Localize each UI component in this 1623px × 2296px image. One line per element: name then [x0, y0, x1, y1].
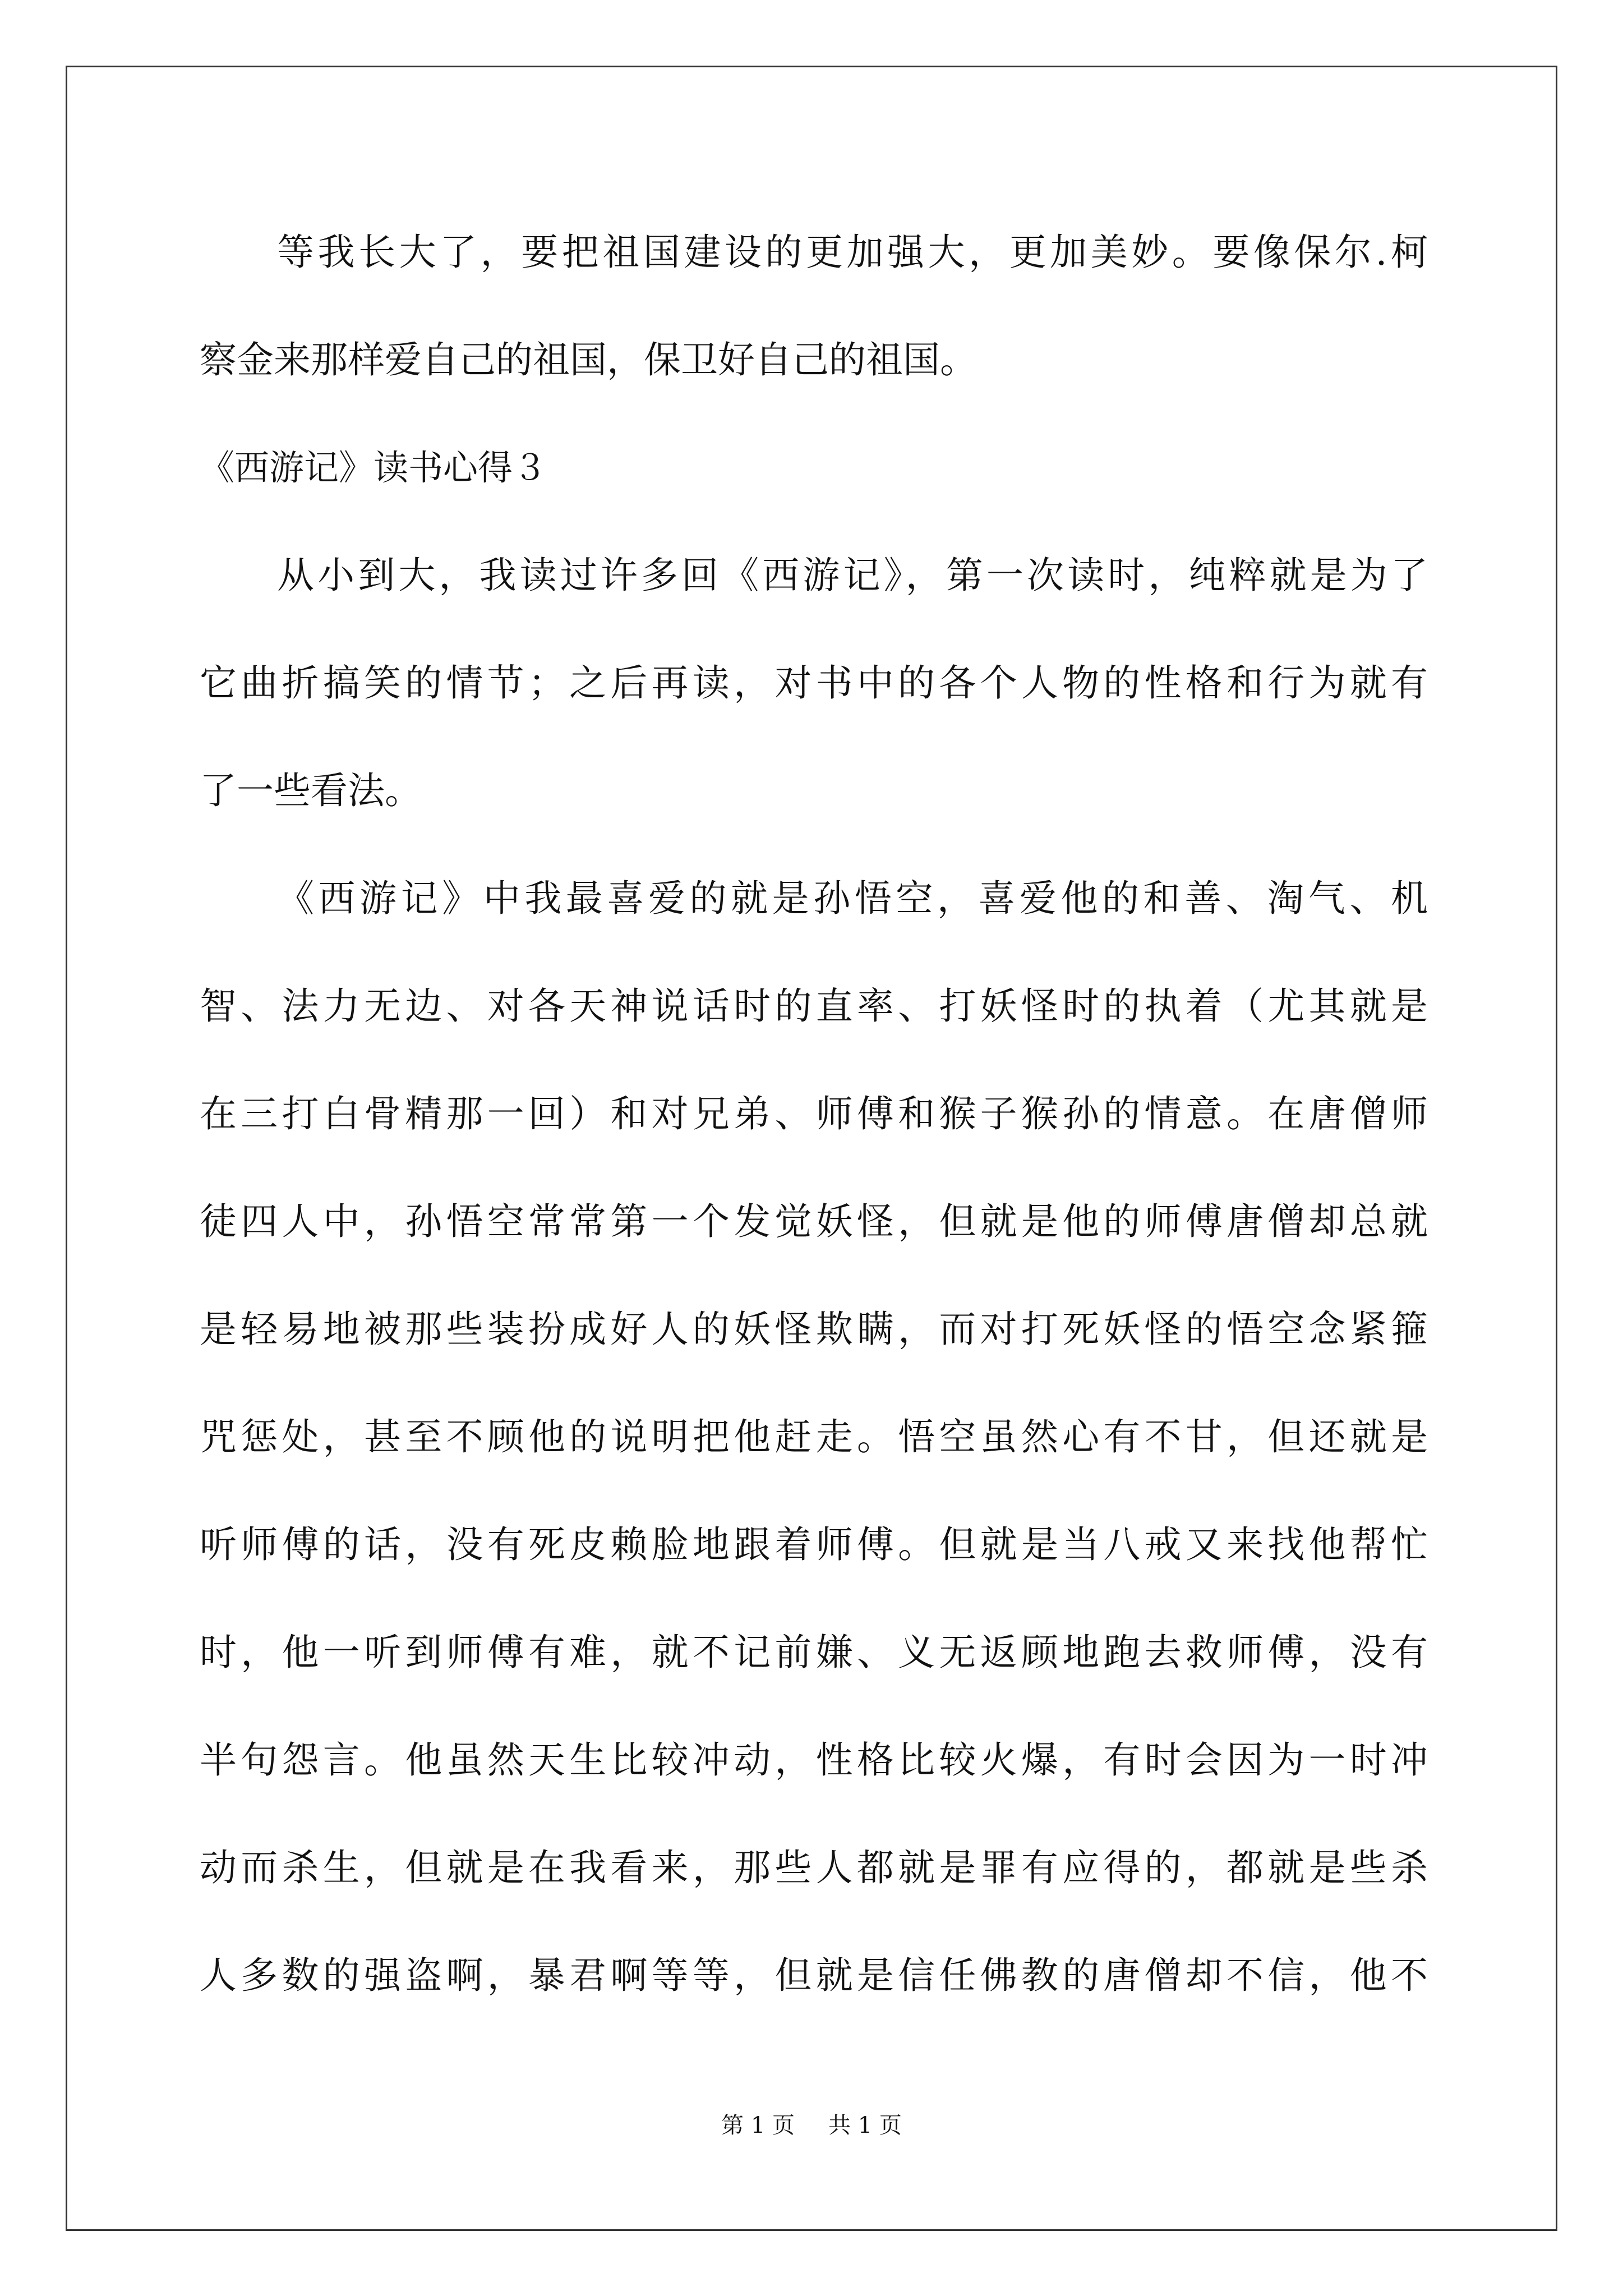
page-footer — [0, 2111, 1623, 2139]
paragraph-line: 《西游记》中我最喜爱的就是孙悟空，喜爱他的和善、淘气、机 — [277, 877, 1428, 920]
paragraph-line: 时，他一听到师傅有难，就不记前嫌、义无返顾地跑去救师傅，没有 — [200, 1631, 1428, 1674]
paragraph-line: 它曲折搞笑的情节；之后再读，对书中的各个人物的性格和行为就有 — [200, 661, 1428, 705]
paragraph-line: 从小到大，我读过许多回《西游记》，第一次读时，纯粹就是为了 — [277, 554, 1428, 597]
page-border — [66, 66, 1557, 2231]
paragraph-line: 徒四人中，孙悟空常常第一个发觉妖怪，但就是他的师傅唐僧却总就 — [200, 1200, 1428, 1243]
paragraph-line: 人多数的强盗啊，暴君啊等等，但就是信任佛教的唐僧却不信，他不 — [200, 1954, 1428, 1997]
paragraph-line: 动而杀生，但就是在我看来，那些人都就是罪有应得的，都就是些杀 — [200, 1846, 1428, 1889]
paragraph-line: 等我长大了，要把祖国建设的更加强大，更加美妙。要像保尔.柯 — [277, 231, 1428, 274]
paragraph-line: 半句怨言。他虽然天生比较冲动，性格比较火爆，有时会因为一时冲 — [200, 1738, 1428, 1782]
paragraph-line: 察金来那样爱自己的祖国，保卫好自己的祖国。 — [200, 338, 977, 381]
paragraph-line: 听师傅的话，没有死皮赖脸地跟着师傅。但就是当八戒又来找他帮忙 — [200, 1523, 1428, 1566]
section-title: 《西游记》读书心得３ — [200, 447, 548, 488]
paragraph-line: 咒惩处，甚至不顾他的说明把他赶走。悟空虽然心有不甘，但还就是 — [200, 1415, 1428, 1458]
page-total: 共 1 页 — [828, 2113, 902, 2138]
paragraph-line: 是轻易地被那些装扮成好人的妖怪欺瞒，而对打死妖怪的悟空念紧箍 — [200, 1308, 1428, 1351]
page-number: 第 1 页 — [721, 2113, 795, 2138]
paragraph-line: 智、法力无边、对各天神说话时的直率、打妖怪时的执着（尤其就是 — [200, 984, 1428, 1028]
paragraph-line: 了一些看法。 — [200, 769, 422, 812]
paragraph-line: 在三打白骨精那一回）和对兄弟、师傅和猴子猴孙的情意。在唐僧师 — [200, 1092, 1428, 1135]
